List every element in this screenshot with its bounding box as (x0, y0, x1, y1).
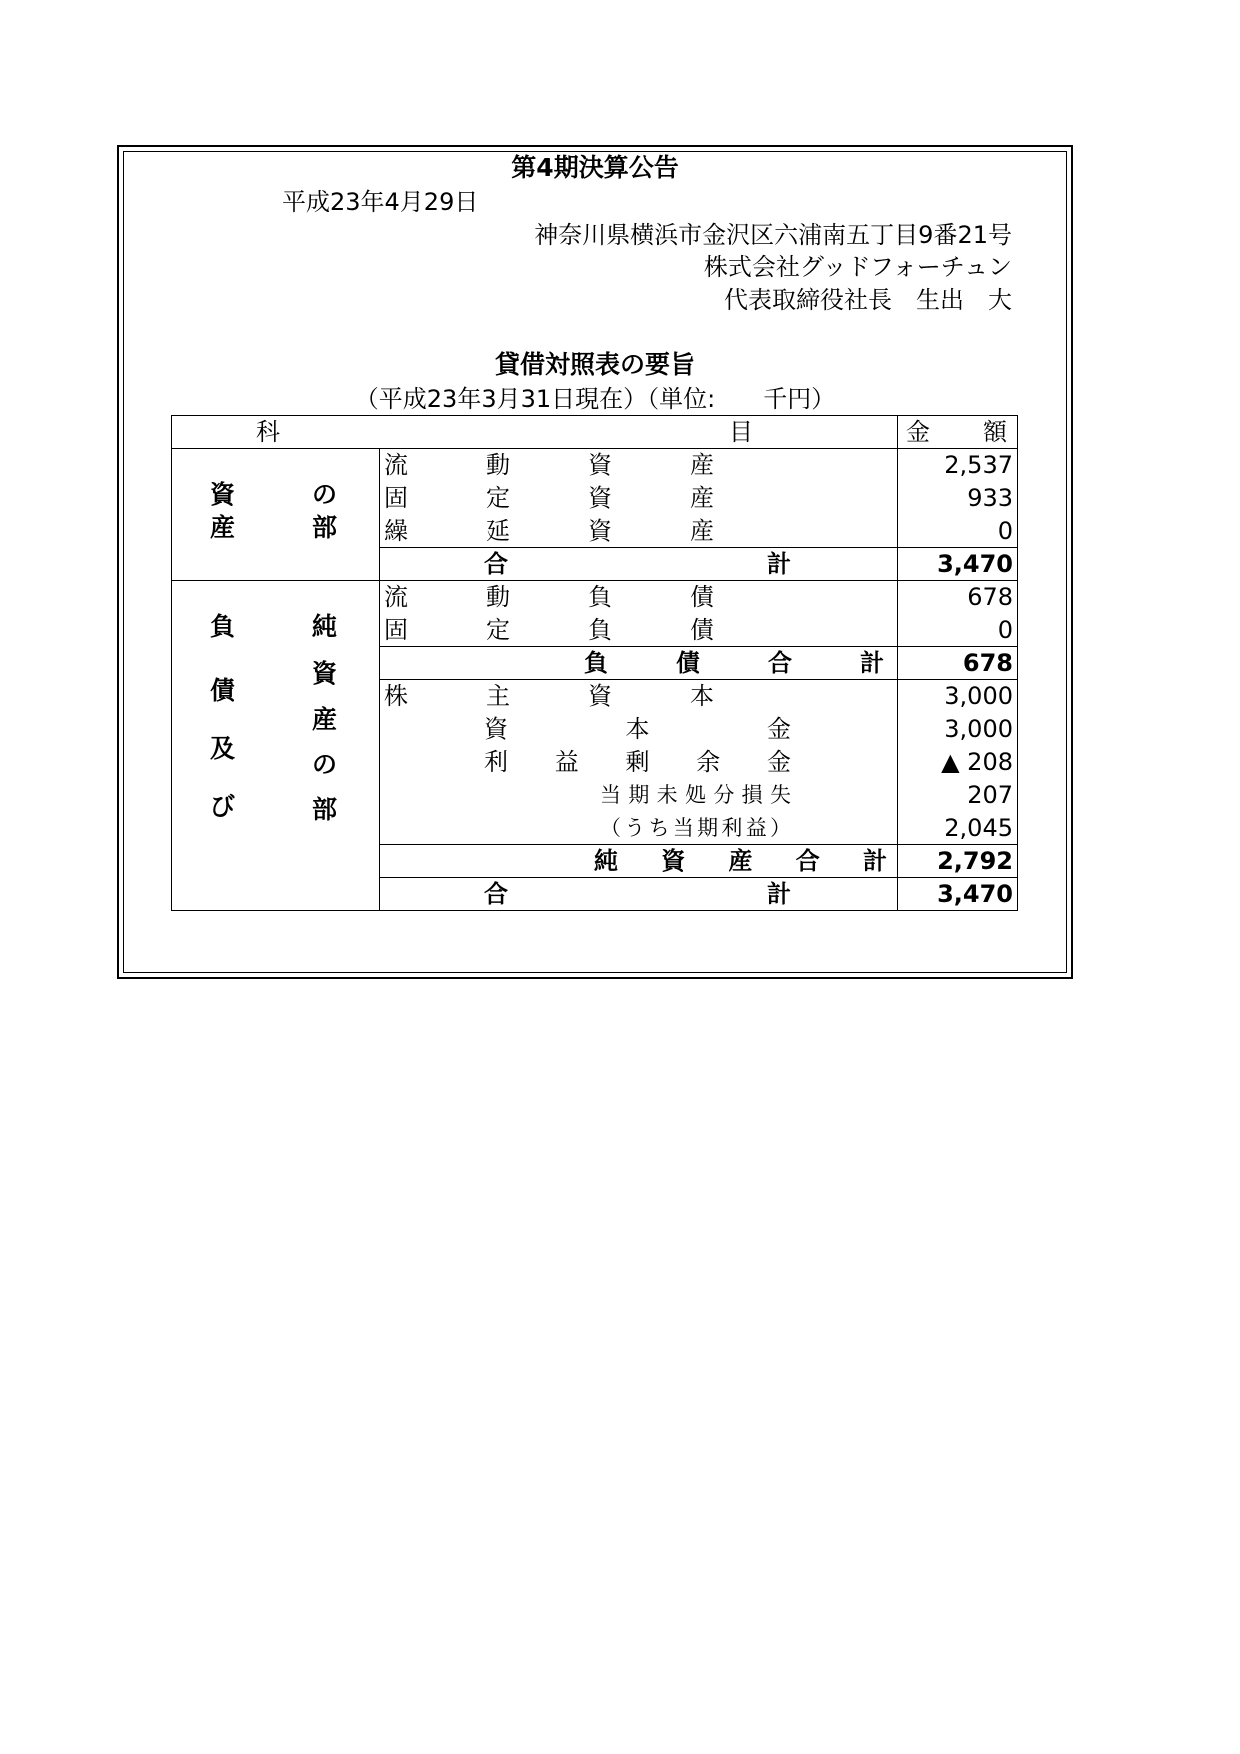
section-char: 負 (210, 611, 236, 641)
item-char: 流 (384, 583, 408, 612)
item-char: 当 (672, 815, 694, 840)
item-char: 流 (384, 451, 408, 480)
item-char: 資 (661, 847, 686, 875)
section-char: 産 (210, 512, 236, 542)
item-char: 未 (656, 783, 678, 807)
item-char: 繰 (384, 516, 408, 545)
row-item (380, 746, 898, 779)
item-char: 利 (484, 748, 508, 776)
item-char: 産 (690, 451, 714, 480)
row-amount: 0 (898, 614, 1018, 647)
row-item (380, 680, 898, 713)
row-item (380, 548, 898, 581)
row-amount: 0 (898, 515, 1018, 548)
row-item (380, 845, 898, 878)
row-amount: 2,792 (898, 845, 1018, 878)
item-char: 純 (594, 847, 618, 875)
item-char: 益 (554, 748, 579, 776)
item-char: 固 (384, 615, 408, 644)
item-char: 計 (767, 550, 791, 578)
row-amount: 2,537 (898, 449, 1018, 482)
section-char: 産 (312, 704, 338, 734)
row-item (380, 812, 898, 845)
liabilities-section-label (172, 581, 380, 911)
item-char: 処 (684, 783, 706, 807)
item-char: 固 (384, 484, 408, 512)
item-char: 益 (745, 815, 767, 840)
item-char: 本 (690, 682, 714, 711)
row-amount: 207 (898, 779, 1018, 812)
item-char: 合 (484, 550, 508, 578)
row-item (380, 647, 898, 680)
header-item-char: 科 (256, 418, 280, 446)
item-char: 本 (625, 715, 650, 743)
item-char: 期 (628, 783, 650, 807)
header-amount-char: 金 (906, 418, 930, 446)
item-char: 負 (588, 615, 612, 644)
row-item (380, 878, 898, 911)
item-char: 剰 (625, 748, 650, 776)
section-char: 部 (312, 512, 338, 542)
row-amount: 3,000 (898, 713, 1018, 746)
item-char: 期 (697, 815, 719, 840)
item-char: 産 (728, 847, 753, 875)
row-item (380, 713, 898, 746)
item-char: 資 (588, 682, 612, 711)
item-char: 負 (588, 583, 612, 612)
header-amount (898, 416, 1018, 449)
header-item (172, 416, 898, 449)
assets-section-label (172, 449, 380, 581)
section-char: び (210, 791, 236, 821)
balance-sheet-as-of: （平成23年3月31日現在）（単位: 千円） (354, 385, 836, 413)
item-char: 延 (486, 516, 510, 545)
item-char: （ (600, 815, 621, 840)
table-header-row (172, 416, 1018, 449)
item-char: 債 (676, 649, 700, 677)
item-char: 資 (588, 451, 612, 480)
item-char: 債 (690, 583, 714, 612)
item-char: 合 (484, 880, 508, 908)
row-amount: 3,470 (898, 548, 1018, 581)
item-char: ） (769, 815, 791, 840)
item-char: 負 (584, 649, 608, 677)
item-char: 計 (863, 847, 887, 875)
item-char: 余 (696, 748, 721, 776)
row-item (380, 581, 898, 614)
item-char: 動 (486, 583, 510, 612)
notice-date: 平成23年4月29日 (282, 188, 479, 216)
notice-title: 第4期決算公告 (511, 153, 679, 182)
item-char: 損 (741, 783, 763, 807)
item-char: 合 (768, 649, 792, 677)
section-char: 資 (312, 658, 338, 688)
item-char: 金 (767, 715, 791, 743)
section-char: 部 (312, 794, 338, 824)
row-amount: ▲ 208 (898, 746, 1018, 779)
section-char: 資 (210, 479, 236, 509)
item-char: 主 (486, 682, 510, 711)
item-char: 産 (690, 516, 714, 545)
balance-sheet-title: 貸借対照表の要旨 (494, 350, 695, 379)
item-char: 動 (486, 451, 510, 480)
item-char: 金 (767, 748, 791, 776)
item-char: 利 (721, 815, 743, 840)
row-amount: 2,045 (898, 812, 1018, 845)
item-char: 合 (795, 847, 820, 875)
balance-sheet-table (171, 415, 1018, 911)
item-char: 資 (588, 484, 612, 512)
row-item (380, 449, 898, 482)
row-amount: 678 (898, 647, 1018, 680)
item-char: 当 (600, 783, 621, 807)
section-char: 及 (210, 733, 236, 763)
section-char: 純 (312, 611, 338, 641)
section-char: の (312, 749, 338, 779)
row-item (380, 482, 898, 515)
row-amount: 678 (898, 581, 1018, 614)
item-char: 資 (588, 516, 612, 545)
item-char: 資 (484, 715, 508, 743)
row-amount: 933 (898, 482, 1018, 515)
row-item (380, 515, 898, 548)
row-amount: 3,000 (898, 680, 1018, 713)
item-char: 定 (486, 615, 510, 644)
table-row (172, 449, 1018, 482)
table-row (172, 581, 1018, 614)
section-char: の (312, 479, 338, 509)
company-address: 神奈川県横浜市金沢区六浦南五丁目9番21号 (534, 221, 1012, 249)
item-char: 債 (690, 615, 714, 644)
item-char: う (624, 815, 646, 840)
row-item (380, 614, 898, 647)
item-char: 株 (384, 682, 408, 711)
row-amount: 3,470 (898, 878, 1018, 911)
item-char: 計 (860, 649, 884, 677)
item-char: 計 (767, 880, 791, 908)
section-char: 債 (210, 675, 236, 705)
row-item (380, 779, 898, 812)
item-char: 定 (486, 484, 510, 512)
item-char: 分 (713, 783, 735, 807)
company-name: 株式会社グッドフォーチュン (703, 253, 1012, 281)
item-char: 産 (690, 484, 714, 512)
header-amount-char: 額 (983, 418, 1007, 446)
representative: 代表取締役社長 生出 大 (724, 286, 1012, 314)
item-char: 失 (769, 783, 791, 807)
header-item-char: 目 (729, 418, 753, 446)
item-char: ち (648, 815, 670, 840)
